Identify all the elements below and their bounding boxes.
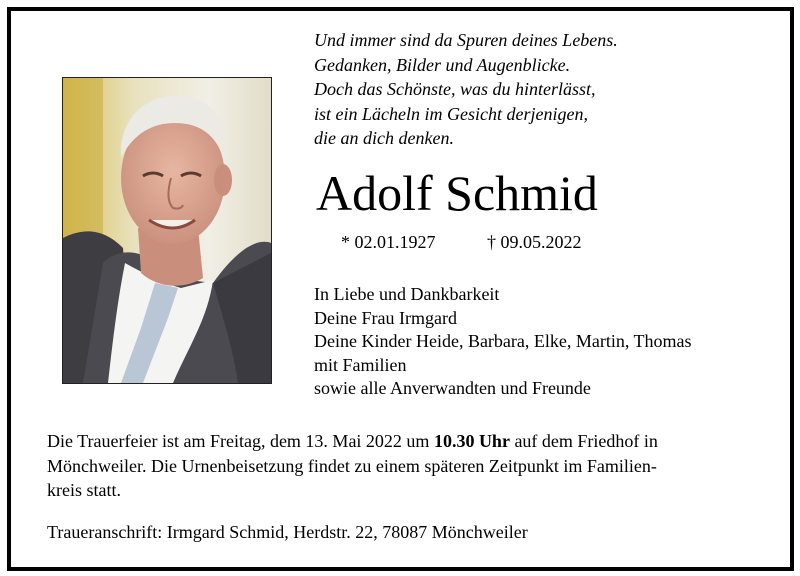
mourners-list (314, 283, 692, 401)
portrait-illustration (63, 78, 271, 383)
mourners-line: mit Familien (314, 354, 407, 375)
ceremony-line-1 (47, 429, 757, 454)
death-date: † 09.05.2022 (487, 232, 582, 252)
portrait-photo (62, 77, 272, 384)
ceremony-line-2: Mönchweiler. Die Urnenbeisetzung findet zu einem späteren Zeitpunkt im Familien- (47, 455, 657, 476)
ceremony-notice (47, 429, 757, 503)
poem-line: die an dich denken. (314, 128, 454, 148)
poem-line: Gedanken, Bilder und Augenblicke. (314, 54, 571, 75)
mourners-line: Deine Kinder Heide, Barbara, Elke, Martin, Thomas (314, 331, 692, 352)
ceremony-text-a: Die Trauerfeier ist am Freitag, dem 13. Mai 2022 um (47, 431, 434, 451)
mourners-line: In Liebe und Dankbarkeit (314, 284, 500, 304)
deceased-name: Adolf Schmid (316, 165, 598, 221)
mourning-address: Traueranschrift: Irmgard Schmid, Herdstr. 22, 78087 Mönchweiler (47, 522, 528, 542)
poem-line: Doch das Schönste, was du hinterlässt, (314, 79, 596, 99)
memorial-poem (314, 28, 618, 151)
poem-line: Und immer sind da Spuren deines Lebens. (314, 30, 618, 50)
ceremony-line-3: kreis statt. (47, 480, 121, 500)
ceremony-time: 10.30 Uhr (433, 431, 510, 451)
mourners-line: sowie alle Anverwandten und Freunde (314, 378, 591, 399)
poem-line: ist ein Lächeln im Gesicht derjenigen, (314, 103, 588, 124)
ceremony-text-b: auf dem Friedhof in (509, 431, 658, 451)
birth-date: * 02.01.1927 (341, 232, 436, 252)
mourners-line: Deine Frau Irmgard (314, 307, 457, 328)
